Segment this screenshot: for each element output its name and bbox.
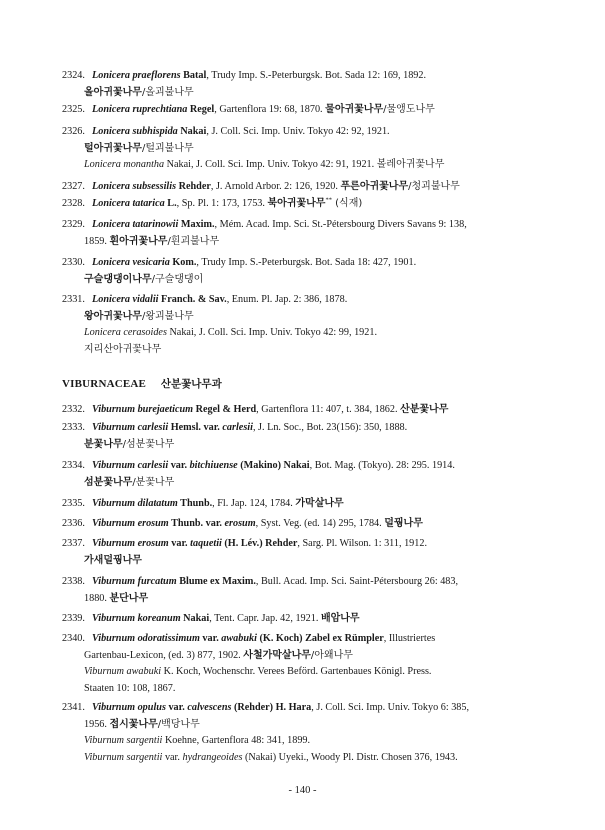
entry-number: 2338. [62,576,85,587]
entry-number: 2325. [62,104,85,115]
author-name: Thunb. [177,498,213,509]
korean-alt-name: /흰괴불나무 [167,235,220,247]
scientific-name: Lonicera subhispida [92,126,178,137]
korean-alt-name: /털괴불나무 [141,142,194,154]
entry-citation-line [62,196,547,213]
author-name: (Rehder) H. Hara [231,702,312,713]
author-name: var. [165,702,188,713]
author-name: Kom. [169,257,197,268]
korean-name: 섬분꽃나무 [84,476,133,488]
entry-continuation-line [62,733,547,750]
author-name: var. [168,538,191,549]
entry-citation-line [62,631,547,648]
species-entry [62,217,547,250]
korean-name: 분꽃나무 [84,438,123,450]
species-entry [62,402,547,419]
citation-text: var. [162,751,183,763]
entry-citation-line [62,420,547,437]
korean-alt-name: /왕괴불나무 [141,310,194,322]
species-entry [62,631,547,697]
scientific-name: bitchiuense [189,460,238,471]
korean-alt-name: 볼레아귀꽃나무 [376,159,445,170]
synonym-name: Viburnum sargentii [84,735,163,746]
scientific-name: Lonicera tatarinowii [92,219,179,230]
scientific-name: Lonicera subsessilis [92,181,177,192]
citation-text: (Nakai) Uyeki., Woody Pl. Distr. Chosen 376, 1943. [242,751,458,763]
species-entry [62,102,547,119]
author-name: (H. Lév.) Rehder [221,538,298,549]
entry-number: 2335. [62,498,85,509]
author-name: var. [168,460,190,471]
entry-number: 2332. [62,404,85,415]
entry-citation-line [62,102,547,119]
author-name: Nakai [180,613,210,624]
author-name: Blume ex Maxim. [176,576,256,587]
entry-number: 2331. [62,294,85,305]
entry-citation-line [62,574,547,591]
korean-name: 가새덜꿩나무 [84,554,142,566]
scientific-name: calvescens [187,702,232,713]
korean-name: 흰아귀꽃나무 [109,235,168,247]
species-entry [62,255,547,288]
scientific-name: Lonicera vidalii [92,294,159,305]
footnote-mark: ** [325,196,332,204]
korean-alt-name: /분꽃나무 [132,476,175,488]
author-name: Batal [180,70,207,81]
entry-citation-line [62,516,547,533]
korean-alt-name: (식재) [331,198,363,209]
scientific-name: Viburnum opulus [92,702,166,713]
entry-continuation-line [62,750,547,767]
entry-citation-line [62,255,547,272]
entry-continuation-line [62,475,547,492]
citation-text: , Trudy Imp. S.-Peterburgsk. Bot. Sada 12: 169, 1892. [206,70,427,81]
entry-citation-line [62,124,547,141]
korean-alt-name: /올괴불나무 [141,86,194,98]
author-name: var. [199,633,222,644]
korean-name: 사철가막살나무 [243,649,311,661]
author-name: Regel [187,104,215,115]
citation-text: , Trudy Imp. S.-Peterburgsk. Bot. Sada 18: 427, 1901. [196,257,417,268]
citation-text: , J. Arnold Arbor. 2: 126, 1920. [210,181,341,192]
entry-continuation-line [62,309,547,326]
entry-number: 2336. [62,518,85,529]
author-name: L. [164,198,177,209]
entry-number: 2333. [62,422,85,433]
korean-name: 올아귀꽃나무 [84,86,142,98]
entry-continuation-line [62,437,547,454]
author-name: Hemsl. var. [168,422,223,433]
citation-text: 1880. [84,592,110,604]
entry-citation-line [62,458,547,475]
entry-citation-line [62,217,547,234]
entry-continuation-line [62,157,547,174]
page-number: - 140 - [288,785,317,796]
entry-continuation-line [62,681,547,698]
entry-continuation-line [62,553,547,570]
scientific-name: taquetii [190,538,222,549]
entry-citation-line [62,496,547,513]
citation-text: K. Koch, Wochenschr. Verees Beförd. Gartenbaues Königl. Press. [161,666,432,677]
entry-number: 2329. [62,219,85,230]
citation-text: , Sp. Pl. 1: 173, 1753. [176,198,268,209]
scientific-name: carlesii [222,422,253,433]
species-entry [62,458,547,491]
citation-text: , Syst. Veg. (ed. 14) 295, 1784. [255,518,385,529]
korean-alt-name: 지리산아귀꽃나무 [84,343,162,355]
citation-text: , Illustriertes [383,633,436,644]
entry-citation-line [62,292,547,309]
korean-alt-name: /청괴불나무 [408,181,460,192]
citation-text: , Bot. Mag. (Tokyo). 28: 295. 1914. [309,460,455,471]
korean-name: 털아귀꽃나무 [84,142,142,154]
citation-text: , Gartenflora 19: 68, 1870. [214,104,326,115]
author-name: Nakai [177,126,207,137]
entry-continuation-line [62,272,547,289]
citation-text: , Gartenflora 11: 407, t. 384, 1862. [256,404,401,415]
citation-text: , Enum. Pl. Jap. 2: 386, 1878. [226,294,348,305]
author-name: (K. Koch) Zabel ex Rümpler [256,633,384,644]
entry-number: 2334. [62,460,85,471]
korean-name: 물아귀꽃나무 [325,104,384,115]
species-entry [62,536,547,569]
korean-name: 가막살나무 [295,498,344,509]
citation-text: Gartenbau-Lexicon, (ed. 3) 877, 1902. [84,649,244,661]
citation-text: 1859. [84,235,110,247]
korean-alt-name: /구슬댕댕이 [151,273,204,285]
family-name: VIBURNACEAE [62,378,147,390]
entry-continuation-line [62,325,547,342]
species-entry [62,179,547,196]
scientific-name: Lonicera ruprechtiana [92,104,188,115]
family-heading [62,376,222,391]
author-name: Thunb. var. [168,518,225,529]
synonym-name: Viburnum awabuki [84,666,162,677]
citation-text: , J. Coll. Sci. Imp. Univ. Tokyo 42: 92, 1921. [206,126,390,137]
entry-continuation-line [62,234,547,251]
scientific-name: Viburnum carlesii [92,422,169,433]
entry-citation-line [62,68,547,85]
synonym-name: Lonicera cerasoides [84,327,167,338]
citation-text: , J. Ln. Soc., Bot. 23(156): 350, 1888. [252,422,408,433]
species-entry [62,516,547,533]
entry-number: 2340. [62,633,85,644]
entry-continuation-line [62,648,547,665]
korean-name: 푸른아귀꽃나무 [340,181,409,192]
entry-number: 2339. [62,613,85,624]
entry-number: 2330. [62,257,85,268]
entry-number: 2337. [62,538,85,549]
scientific-name: Lonicera praeflorens [92,70,181,81]
entry-continuation-line [62,85,547,102]
korean-name: 덜꿩나무 [384,518,423,529]
species-entry [62,496,547,513]
citation-text: , J. Coll. Sci. Imp. Univ. Tokyo 6: 385, [311,702,470,713]
citation-text: , Mém. Acad. Imp. Sci. St.-Pétersbourg Divers Savans 9: 138, [214,219,467,230]
author-name: (Makino) Nakai [237,460,310,471]
entry-citation-line [62,611,547,628]
species-entry [62,700,547,766]
scientific-name: Viburnum odoratissimum [92,633,200,644]
species-entry [62,68,547,101]
species-entry [62,574,547,607]
entry-citation-line [62,536,547,553]
scientific-name: Viburnum dilatatum [92,498,178,509]
korean-name: 산분꽃나무 [400,404,449,415]
korean-alt-name: /백당나무 [157,718,200,730]
author-name: Regel & Herd [193,404,257,415]
citation-text: , Sarg. Pl. Wilson. 1: 311, 1912. [297,538,427,549]
entry-number: 2324. [62,70,85,81]
entry-continuation-line [62,141,547,158]
korean-name: 배암나무 [320,613,360,624]
family-korean-name: 산분꽃나무과 [160,378,222,390]
korean-name: 북아귀꽃나무 [267,198,326,209]
korean-name: 분단나무 [109,592,149,604]
citation-text: , Bull. Acad. Imp. Sci. Saint-Pétersbourg 26: 483, [255,576,459,587]
scientific-name: Viburnum koreanum [92,613,181,624]
species-entry [62,196,547,213]
citation-text: Staaten 10: 108, 1867. [84,682,176,694]
author-name: Rehder [176,181,211,192]
korean-name: 접시꽃나무 [109,718,158,730]
entry-continuation-line [62,342,547,359]
synonym-name: Viburnum sargentii [84,751,163,763]
entry-number: 2327. [62,181,85,192]
citation-text: , Tent. Capr. Jap. 42, 1921. [209,613,321,624]
species-entry [62,420,547,453]
scientific-name: Viburnum carlesii [92,460,169,471]
author-name: Franch. & Sav. [158,294,227,305]
scientific-name: Viburnum burejaeticum [92,404,194,415]
entry-citation-line [62,179,547,196]
korean-name: 왕아귀꽃나무 [84,310,142,322]
entry-number: 2328. [62,198,85,209]
species-entry [62,124,547,174]
citation-text: Koehne, Gartenflora 48: 341, 1899. [162,735,311,746]
author-name: Maxim. [178,219,215,230]
korean-alt-name: /섬분꽃나무 [122,438,175,450]
synonym-name: hydrangeoides [182,751,243,763]
entry-continuation-line [62,717,547,734]
entry-continuation-line [62,664,547,681]
citation-text: , Fl. Jap. 124, 1784. [212,498,296,509]
synonym-name: Lonicera monantha [84,159,165,170]
citation-text: 1956. [84,718,110,730]
korean-alt-name: /아왜나무 [310,649,353,661]
scientific-name: Viburnum furcatum [92,576,177,587]
citation-text: Nakai, J. Coll. Sci. Imp. Univ. Tokyo 42: 91, 1921. [164,159,377,170]
scientific-name: Viburnum erosum [92,538,169,549]
entry-citation-line [62,402,547,419]
entry-number: 2326. [62,126,85,137]
scientific-name: Lonicera vesicaria [92,257,170,268]
citation-text: Nakai, J. Coll. Sci. Imp. Univ. Tokyo 42: 99, 1921. [166,327,378,338]
entry-number: 2341. [62,702,85,713]
entry-continuation-line [62,591,547,608]
species-entry [62,292,547,358]
entry-citation-line [62,700,547,717]
scientific-name: Lonicera tatarica [92,198,165,209]
species-entry [62,611,547,628]
scientific-name: awabuki [221,633,257,644]
korean-alt-name: /물앵도나무 [383,104,435,115]
korean-name: 구슬댕댕이나무 [84,273,152,285]
scientific-name: erosum [224,518,256,529]
scientific-name: Viburnum erosum [92,518,169,529]
